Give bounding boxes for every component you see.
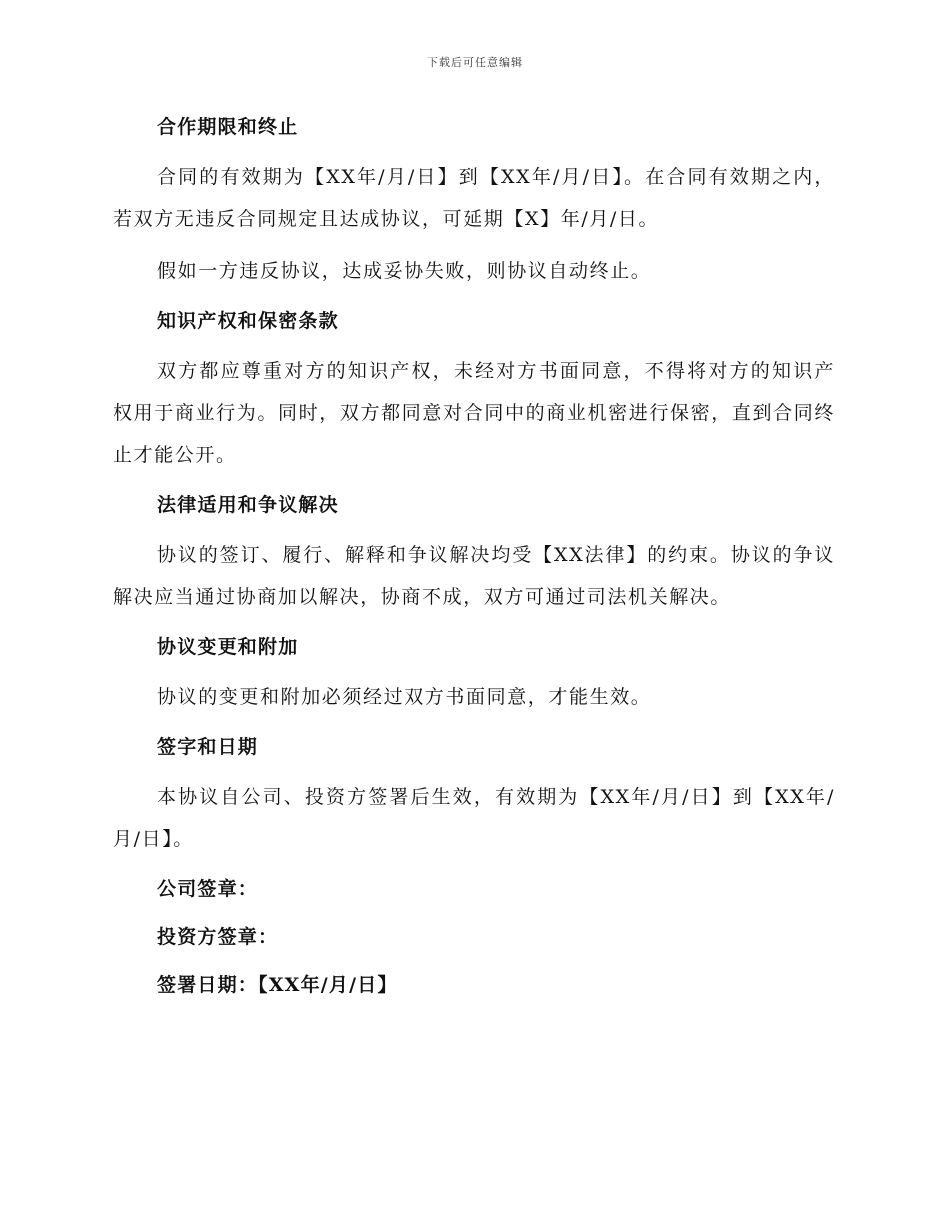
section-heading-amendment: 协议变更和附加: [157, 636, 299, 658]
section-heading-law: 法律适用和争议解决: [157, 494, 339, 516]
section-paragraph: 协议的签订、履行、解释和争议解决均受【XX法律】的约束。协议的争议解决应当通过协商加以解决，协商不成，双方可通过司法机关解决。: [113, 544, 835, 608]
document-body: [113, 108, 835, 1004]
company-signature-label: 公司签章：: [157, 878, 259, 900]
section-heading-signing: 签字和日期: [157, 736, 259, 758]
header-note: 下载后可任意编辑: [427, 56, 523, 69]
section-heading-ip: 知识产权和保密条款: [157, 310, 339, 332]
section-paragraph: 合同的有效期为【XX年/月/日】到【XX年/月/日】。在合同有效期之内，若双方无违反合同规定且达成协议，可延期【X】年/月/日。: [113, 166, 835, 230]
section-paragraph: 本协议自公司、投资方签署后生效，有效期为【XX年/月/日】到【XX年/月/日】。: [113, 786, 835, 850]
section-paragraph: 双方都应尊重对方的知识产权，未经对方书面同意，不得将对方的知识产权用于商业行为。同时，双方都同意对合同中的商业机密进行保密，直到合同终止才能公开。: [113, 360, 835, 466]
investor-signature-label: 投资方签章：: [157, 926, 279, 948]
section-paragraph: 协议的变更和附加必须经过双方书面同意，才能生效。: [157, 686, 652, 708]
section-paragraph: 假如一方违反协议，达成妥协失败，则协议自动终止。: [157, 260, 652, 282]
section-heading-term: 合作期限和终止: [157, 116, 299, 138]
signing-date-label: 签署日期：【XX年/月/日】: [157, 974, 398, 996]
